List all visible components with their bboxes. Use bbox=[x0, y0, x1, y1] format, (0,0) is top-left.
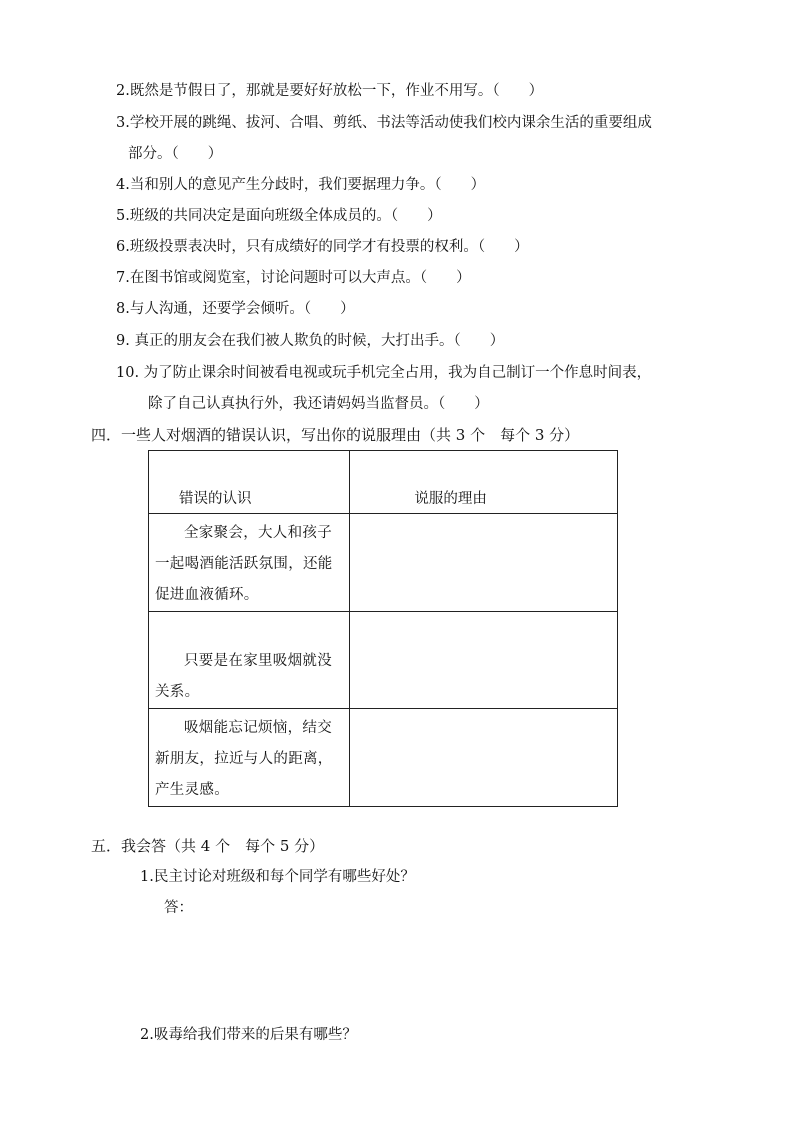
table-header-row bbox=[149, 451, 618, 514]
wrong-cell bbox=[149, 514, 350, 612]
table-row bbox=[149, 514, 618, 612]
wrong-cell bbox=[149, 612, 350, 709]
reason-answer-cell[interactable] bbox=[350, 514, 618, 612]
item-5: 5.班级的共同决定是面向班级全体成员的。（ ） bbox=[116, 208, 442, 224]
item-7: 7.在图书馆或阅览室，讨论问题时可以大声点。（ ） bbox=[116, 270, 471, 286]
section-5-question-2: 2.吸毒给我们带来的后果有哪些？ bbox=[140, 1027, 357, 1043]
item-6: 6.班级投票表决时，只有成绩好的同学才有投票的权利。（ ） bbox=[116, 239, 529, 255]
header-cell-reason bbox=[350, 451, 618, 514]
reason-answer-cell[interactable] bbox=[350, 709, 618, 807]
section-5-question-1: 1.民主讨论对班级和每个同学有哪些好处？ bbox=[140, 869, 415, 885]
item-3-line1: 3.学校开展的跳绳、拔河、合唱、剪纸、书法等活动使我们校内课余生活的重要组成 bbox=[116, 115, 652, 131]
misconception-table bbox=[148, 450, 618, 807]
wrong-text: 吸烟能忘记烦恼，结交新朋友，拉近与人的距离，产生灵感。 bbox=[155, 720, 333, 798]
item-10-line2: 除了自己认真执行外，我还请妈妈当监督员。（ ） bbox=[148, 396, 489, 412]
item-3-line2: 部分。（ ） bbox=[128, 146, 223, 162]
item-2: 2.既然是节假日了，那就是要好好放松一下，作业不用写。（ ） bbox=[116, 83, 544, 99]
item-9: 9. 真正的朋友会在我们被人欺负的时候，大打出手。（ ） bbox=[116, 333, 505, 349]
wrong-text: 全家聚会，大人和孩子一起喝酒能活跃氛围，还能促进血液循环。 bbox=[155, 525, 333, 603]
item-10-line1: 10. 为了防止课余时间被看电视或玩手机完全占用，我为自己制订一个作息时间表， bbox=[116, 365, 652, 381]
answer-label: 答： bbox=[164, 900, 193, 916]
item-8: 8.与人沟通，还要学会倾听。（ ） bbox=[116, 301, 355, 317]
wrong-cell bbox=[149, 709, 350, 807]
header-reason-label: 说服的理由 bbox=[414, 491, 487, 507]
wrong-text: 只要是在家里吸烟就没关系。 bbox=[155, 653, 332, 700]
reason-answer-cell[interactable] bbox=[350, 612, 618, 709]
header-cell-wrong bbox=[149, 451, 350, 514]
item-4: 4.当和别人的意见产生分歧时，我们要据理力争。（ ） bbox=[116, 177, 486, 193]
section-5-heading: 五．我会答（共 4 个 每个 5 分） bbox=[91, 837, 325, 855]
header-wrong-label: 错误的认识 bbox=[179, 491, 252, 507]
table-row bbox=[149, 709, 618, 807]
section-4-heading: 四．一些人对烟酒的错误认识，写出你的说服理由（共 3 个 每个 3 分） bbox=[91, 426, 580, 444]
table-row bbox=[149, 612, 618, 709]
